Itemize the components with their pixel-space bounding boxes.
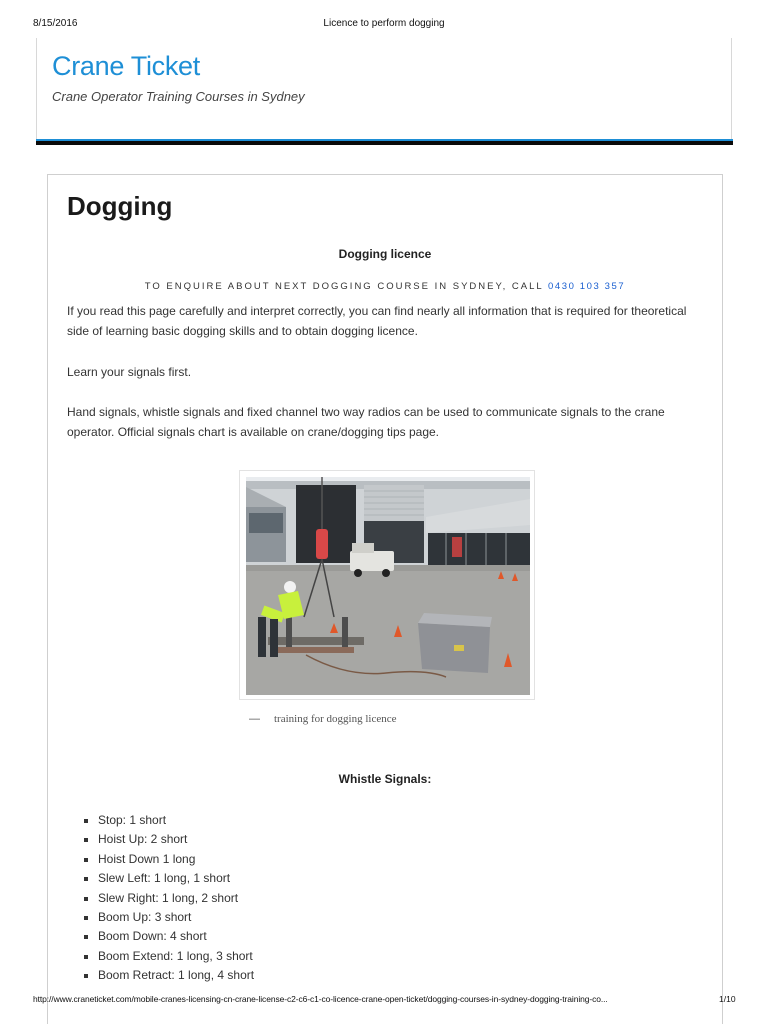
page-title: Dogging [67, 191, 173, 221]
article-subheading: Dogging licence [338, 247, 432, 261]
whistle-signals-list [82, 811, 254, 986]
list-item: Boom Down: 4 short [82, 927, 254, 946]
image-caption [249, 713, 397, 725]
site-header [36, 38, 732, 142]
list-item: Boom Retract: 1 long, 4 short [82, 966, 254, 985]
enquire-text: TO ENQUIRE ABOUT NEXT DOGGING COURSE IN SYDNEY, CALL [144, 281, 548, 292]
print-footer [0, 994, 768, 1006]
print-title: Licence to perform dogging [323, 18, 445, 29]
caption-dash: — [249, 713, 260, 725]
list-item: Hoist Down 1 long [82, 850, 254, 869]
site-logo[interactable]: Crane Ticket [52, 51, 200, 81]
whistle-signals-heading: Whistle Signals: [338, 772, 432, 786]
list-item: Hoist Up: 2 short [82, 830, 254, 849]
training-photo[interactable] [239, 470, 535, 700]
page-number: 1/10 [719, 994, 736, 1004]
list-item: Slew Left: 1 long, 1 short [82, 869, 254, 888]
communication-paragraph: Hand signals, whistle signals and fixed channel two way radios can be used to communicate signals to the crane operator. Official signals chart is available on crane/dogging tips page. [67, 405, 665, 439]
print-header [0, 18, 768, 32]
footer-url: http://www.craneticket.com/mobile-cranes-licensing-cn-crane-license-c2-c6-c1-co-licence-crane-open-ticket/dogging-courses-in-sydney-dogging-training-co... [33, 994, 608, 1004]
list-item: Boom Up: 3 short [82, 908, 254, 927]
training-photo-image [246, 477, 530, 695]
enquire-line [48, 281, 722, 292]
signals-paragraph: Learn your signals first. [67, 365, 192, 379]
phone-link[interactable]: 0430 103 357 [547, 281, 626, 292]
intro-paragraph: If you read this page carefully and interpret correctly, you can find nearly all information that is required for theoretical side of learning basic dogging skills and to obtain dogging licence. [67, 304, 687, 338]
site-tagline: Crane Operator Training Courses in Sydney [52, 89, 305, 104]
list-item: Stop: 1 short [82, 811, 254, 830]
print-date: 8/15/2016 [33, 18, 78, 29]
header-rule-bar [36, 141, 733, 145]
list-item: Boom Extend: 1 long, 3 short [82, 947, 254, 966]
list-item: Slew Right: 1 long, 2 short [82, 889, 254, 908]
article-container [47, 174, 723, 1024]
caption-text: training for dogging licence [274, 713, 397, 725]
